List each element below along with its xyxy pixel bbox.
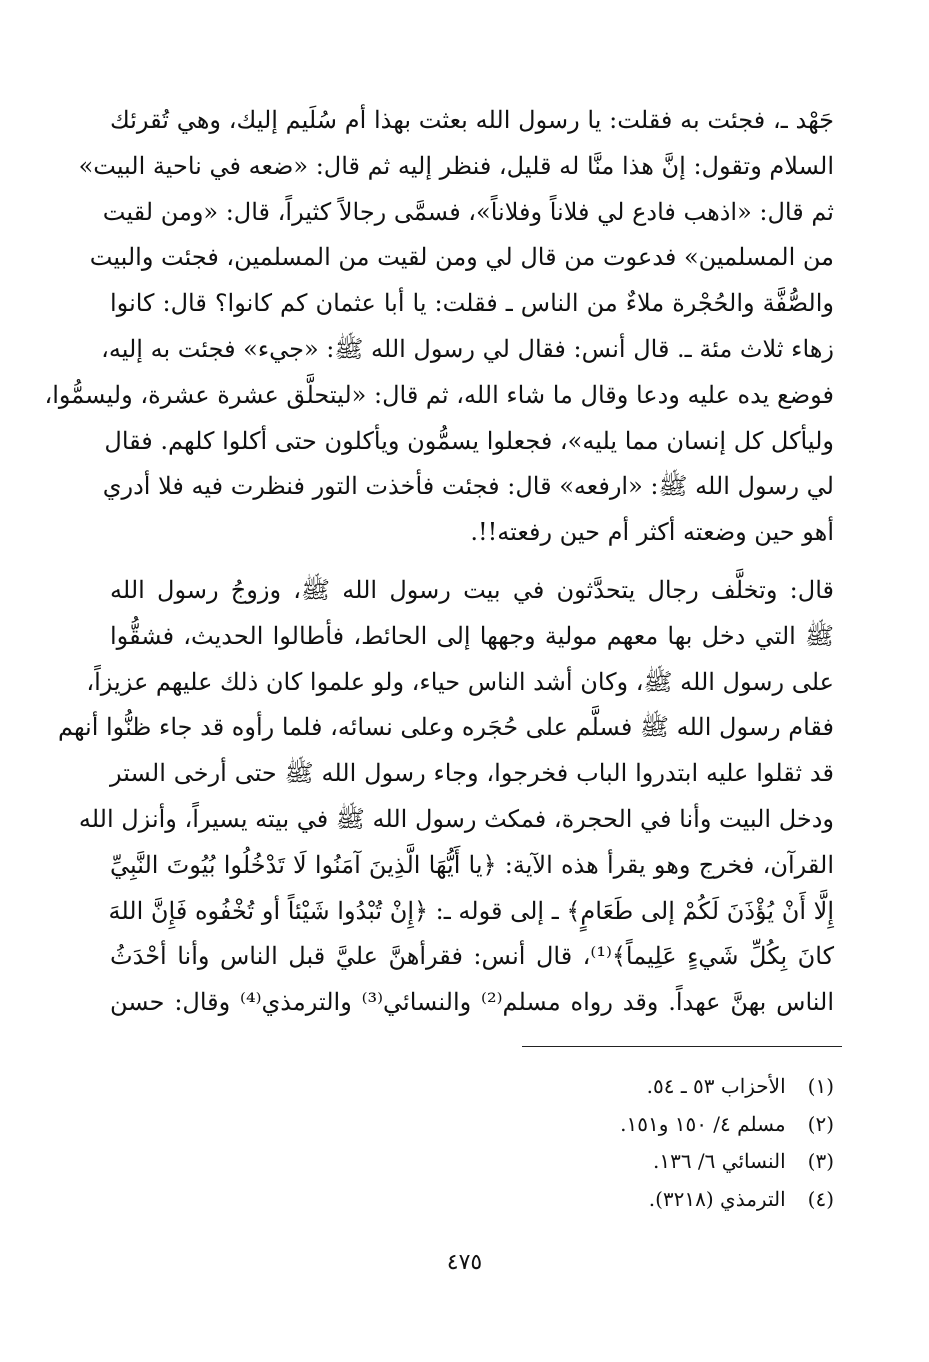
text-line: الناس بهنَّ عهداً. وقد رواه مسلم⁽²⁾ والنسائي⁽³⁾ والترمذي⁽⁴⁾ وقال: حسن bbox=[110, 988, 834, 1017]
footnote-divider bbox=[522, 1046, 842, 1047]
footnote-3 bbox=[474, 1143, 834, 1181]
text-line: ﷺ التي دخل بها معهم مولية وجهها إلى الحائط، فأطالوا الحديث، فشقُّوا bbox=[110, 621, 834, 650]
footnote-text: النسائي ٦/ ١٣٦. bbox=[652, 1149, 786, 1173]
text-line: ثم قال: «اذهب فادع لي فلاناً وفلاناً»، فسمَّى رجالاً كثيراً، قال: «ومن لقيت bbox=[102, 197, 834, 226]
footnote-text: الترمذي (٣٢١٨). bbox=[648, 1186, 786, 1211]
footnote-4 bbox=[474, 1181, 834, 1219]
text-line: فقام رسول الله ﷺ فسلَّم على حُجَره وعلى نسائه، فلما رأوه قد جاء ظنُّوا أنهم bbox=[57, 713, 834, 742]
text-line: إِلَّا أَنْ يُؤْذَنَ لَكُمْ إلى طَعَامٍ﴾ ـ إلى قوله ـ: ﴿إِنْ تُبْدُوا شَيْئاً أو تُخْفُوه فَإِنَّ اللهَ bbox=[108, 896, 834, 925]
footnote-1 bbox=[474, 1068, 834, 1106]
text-line: قال: وتخلَّف رجال يتحدَّثون في بيت رسول الله ﷺ، وزوجُ رسول الله bbox=[110, 575, 834, 604]
footnote-text: مسلم ٤/ ١٥٠ و١٥١. bbox=[620, 1111, 786, 1136]
text-line: جَهْد ـ، فجئت به فقلت: يا رسول الله بعثت بهذا أم سُلَيم إليك، وهي تُقرئك bbox=[110, 106, 834, 134]
footnote-number: (١) bbox=[807, 1074, 834, 1098]
text-line: القرآن، فخرج وهو يقرأ هذه الآية: ﴿يا أَيُّهَا الَّذِينَ آمَنُوا لَا تَدْخُلُوا بُيُوتَ النَّبِيِّ bbox=[110, 850, 834, 879]
text-line: أهو حين وضعته أكثر أم حين رفعته!!. bbox=[470, 518, 834, 547]
footnote-number: (٣) bbox=[807, 1149, 834, 1173]
text-line: من المسلمين» فدعوت من قال لي ومن لقيت من المسلمين، فجئت والبيت bbox=[89, 243, 834, 272]
paragraph-2 bbox=[57, 568, 834, 1026]
footnote-text: الأحزاب ٥٣ ـ ٥٤. bbox=[646, 1074, 786, 1098]
footnote-number: (٤) bbox=[807, 1186, 834, 1211]
footnotes bbox=[474, 1068, 834, 1218]
text-line: السلام وتقول: إنَّ هذا منَّا له قليل، فنظر إليه ثم قال: «ضعه في ناحية البيت» bbox=[78, 151, 834, 180]
text-line: وليأكل كل إنسان مما يليه»، فجعلوا يسمُّون ويأكلون حتى أكلوا كلهم. فقال bbox=[104, 426, 834, 455]
page-number: ٤٧٥ bbox=[446, 1250, 483, 1275]
text-line: والصُّفَّة والحُجْرة ملاءٌ من الناس ـ فقلت: يا أبا عثمان كم كانوا؟ قال: كانوا bbox=[110, 289, 834, 318]
text-line: لي رسول الله ﷺ: «ارفعه» قال: فجئت فأخذت التور فنظرت فيه فلا أدري bbox=[102, 472, 834, 501]
main-text bbox=[44, 98, 834, 1026]
text-line: قد ثقلوا عليه ابتدروا الباب فخرجوا، وجاء رسول الله ﷺ حتى أرخى الستر bbox=[110, 759, 834, 788]
text-line: فوضع يده عليه ودعا وقال ما شاء الله، ثم قال: «ليتحلَّق عشرة عشرة، وليسمُّوا، bbox=[44, 380, 834, 409]
footnote-number: (٢) bbox=[807, 1111, 834, 1136]
text-line: ودخل البيت وأنا في الحجرة، فمكث رسول الله ﷺ في بيته يسيراً، وأنزل الله bbox=[78, 804, 834, 833]
text-line: زهاء ثلاث مئة ـ. قال أنس: فقال لي رسول الله ﷺ: «جيء» فجئت به إليه، bbox=[101, 334, 834, 363]
paragraph-1 bbox=[44, 98, 834, 556]
text-line: كانَ بِكُلِّ شَيءٍ عَلِيماً﴾⁽¹⁾، قال أنس: فقرأهنَّ عليَّ قبل الناس وأنا أحْدَثُ bbox=[110, 942, 834, 971]
text-line: على رسول الله ﷺ، وكان أشد الناس حياء، ولو علموا كان ذلك عليهم عزيزاً، bbox=[86, 667, 834, 696]
footnote-2 bbox=[474, 1106, 834, 1144]
